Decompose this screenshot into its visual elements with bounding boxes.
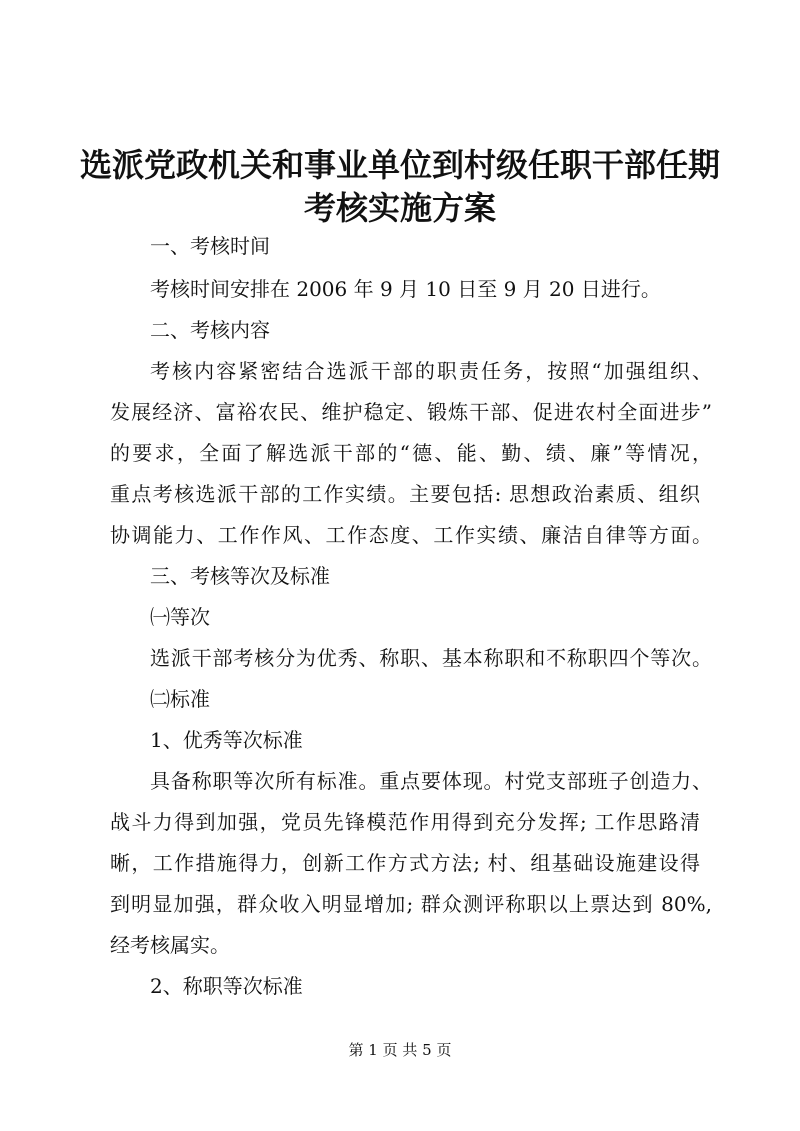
paragraph-line: 到明显加强，群众收入明显增加; 群众测评称职以上票达到 80%, xyxy=(110,892,712,916)
paragraph-line: 经考核属实。 xyxy=(110,933,230,957)
section-heading-exam-time: 一、考核时间 xyxy=(150,234,270,258)
paragraph-line: 具备称职等次所有标准。重点要体现。村党支部班子创造力、 xyxy=(150,769,712,793)
section-heading-levels-standards: 三、考核等次及标准 xyxy=(150,564,330,588)
subsection-heading-levels: ㈠等次 xyxy=(150,605,210,629)
section-heading-exam-content: 二、考核内容 xyxy=(150,318,270,342)
item-heading-competent: 2、称职等次标准 xyxy=(150,974,303,998)
paragraph-line: 考核内容紧密结合选派干部的职责任务，按照“加强组织、 xyxy=(150,359,712,383)
page-footer: 第 1 页 共 5 页 xyxy=(348,1041,452,1059)
paragraph-line: 的要求，全面了解选派干部的“德、能、勤、绩、廉”等情况， xyxy=(110,441,712,465)
paragraph-line: 协调能力、工作作风、工作态度、工作实绩、廉洁自律等方面。 xyxy=(110,523,712,547)
paragraph-line: 晰，工作措施得力，创新工作方式方法; 村、组基础设施建设得 xyxy=(110,851,700,875)
document-title-line-1: 选派党政机关和事业单位到村级任职干部任期 xyxy=(79,146,720,184)
document-title-line-2: 考核实施方案 xyxy=(303,189,496,227)
item-heading-excellent: 1、优秀等次标准 xyxy=(150,728,303,752)
paragraph-line: 战斗力得到加强，党员先锋模范作用得到充分发挥; 工作思路清 xyxy=(110,810,700,834)
subsection-heading-standards: ㈡标准 xyxy=(150,687,210,711)
paragraph-line: 考核时间安排在 2006 年 9 月 10 日至 9 月 20 日进行。 xyxy=(150,277,661,301)
paragraph-line: 发展经济、富裕农民、维护稳定、锻炼干部、促进农村全面进步” xyxy=(110,400,712,424)
paragraph-line: 重点考核选派干部的工作实绩。主要包括: 思想政治素质、组织 xyxy=(110,482,700,506)
paragraph-line: 选派干部考核分为优秀、称职、基本称职和不称职四个等次。 xyxy=(150,646,712,670)
